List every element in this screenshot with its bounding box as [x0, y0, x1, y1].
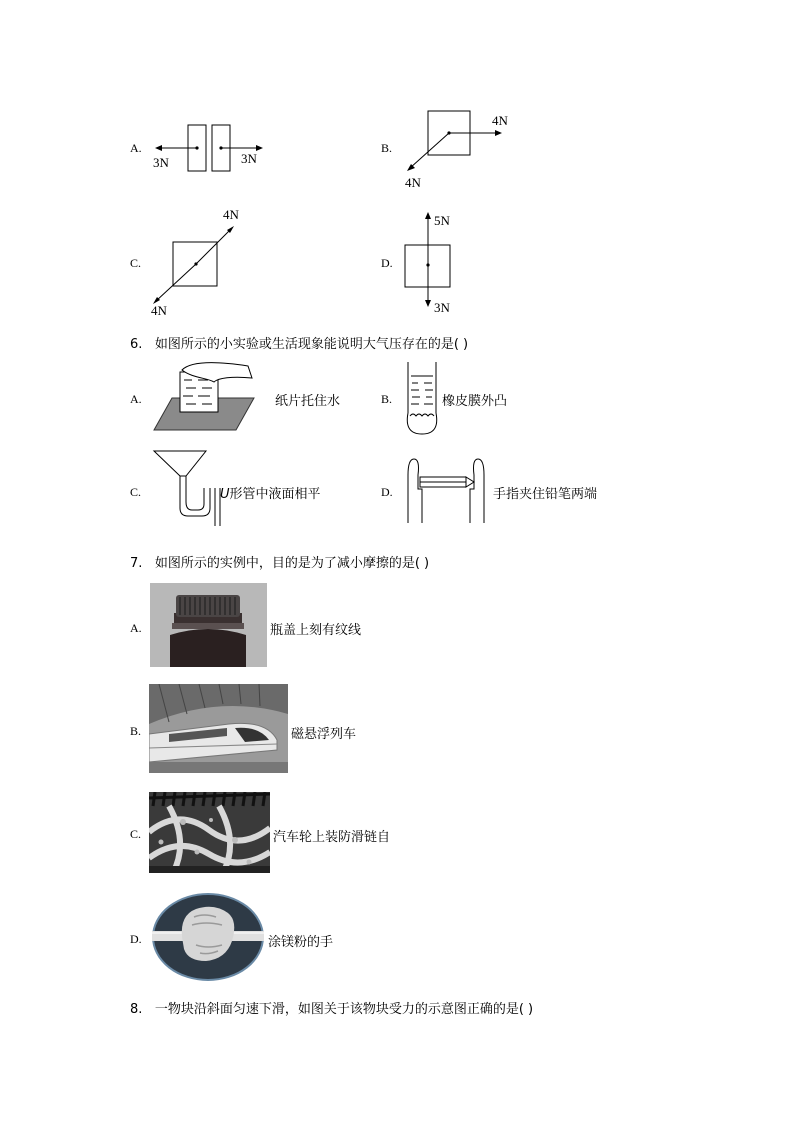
q6-d-fingers-pencil-figure: [400, 455, 492, 527]
q7-option-b-letter: B.: [130, 724, 142, 738]
q5-b-right-force: 4N: [492, 113, 508, 128]
q7-option-d-letter: D.: [130, 932, 142, 946]
q6-option-c-letter: C.: [130, 485, 142, 499]
question-6-text: 如图所示的小实验或生活现象能说明大气压存在的是( ): [154, 337, 469, 352]
q6-b-rubber-membrane-figure: [398, 358, 448, 438]
q7-option-b-caption: 磁悬浮列车: [291, 727, 357, 742]
q7-b-maglev-train-photo: [149, 684, 288, 773]
q5-option-d-diagram: [398, 208, 478, 318]
q7-d-chalked-hand-photo: [152, 893, 264, 981]
q6-c-u-tube-figure: [150, 448, 225, 533]
question-8-number: 8.: [130, 1002, 143, 1017]
q5-a-left-force: 3N: [153, 155, 169, 170]
q6-option-d-letter: D.: [381, 485, 393, 499]
q7-option-c-caption: 汽车轮上装防滑链自: [273, 830, 391, 845]
q6-c-caption-italic: U: [220, 487, 230, 502]
q6-option-b-caption: 橡皮膜外凸: [442, 394, 508, 409]
question-6: [130, 333, 468, 352]
q7-option-c-letter: C.: [130, 827, 142, 841]
question-7-number: 7.: [130, 556, 143, 571]
question-7: [130, 552, 429, 571]
q6-option-a-caption: 纸片托住水: [275, 394, 341, 409]
q5-option-a-diagram: [145, 115, 275, 185]
q5-c-top-force: 4N: [223, 207, 239, 222]
q5-d-top-force: 5N: [434, 213, 450, 228]
q5-option-b-diagram: [398, 108, 528, 193]
q6-option-b-letter: B.: [381, 392, 393, 406]
q7-option-a-caption: 瓶盖上刻有纹线: [270, 623, 362, 638]
q5-option-c-letter: C.: [130, 256, 142, 270]
q5-option-c-diagram: [145, 205, 255, 320]
q6-option-d-caption: 手指夹住铅笔两端: [493, 487, 598, 502]
q5-option-b-letter: B.: [381, 141, 393, 155]
q5-d-bottom-force: 3N: [434, 300, 450, 315]
q6-c-caption-text: 形管中液面相平: [229, 487, 321, 502]
q5-a-right-force: 3N: [241, 151, 257, 166]
q5-option-a-letter: A.: [130, 141, 142, 155]
q6-a-paper-holds-water-figure: [152, 360, 262, 435]
q7-c-snow-chain-photo: [149, 792, 270, 873]
q7-option-d-caption: 涂镁粉的手: [268, 935, 334, 950]
question-7-text: 如图所示的实例中，目的是为了减小摩擦的是( ): [154, 556, 430, 571]
question-8-text: 一物块沿斜面匀速下滑，如图关于该物块受力的示意图正确的是( ): [154, 1002, 534, 1017]
question-8: [130, 998, 533, 1017]
q5-b-down-force: 4N: [405, 175, 421, 190]
q6-option-a-letter: A.: [130, 392, 142, 406]
q5-option-d-letter: D.: [381, 256, 393, 270]
q7-a-bottle-cap-photo: [150, 583, 267, 667]
q7-option-a-letter: A.: [130, 621, 142, 635]
question-6-number: 6.: [130, 337, 143, 352]
q6-option-c-caption: [220, 483, 321, 502]
q5-c-bottom-force: 4N: [151, 303, 167, 318]
